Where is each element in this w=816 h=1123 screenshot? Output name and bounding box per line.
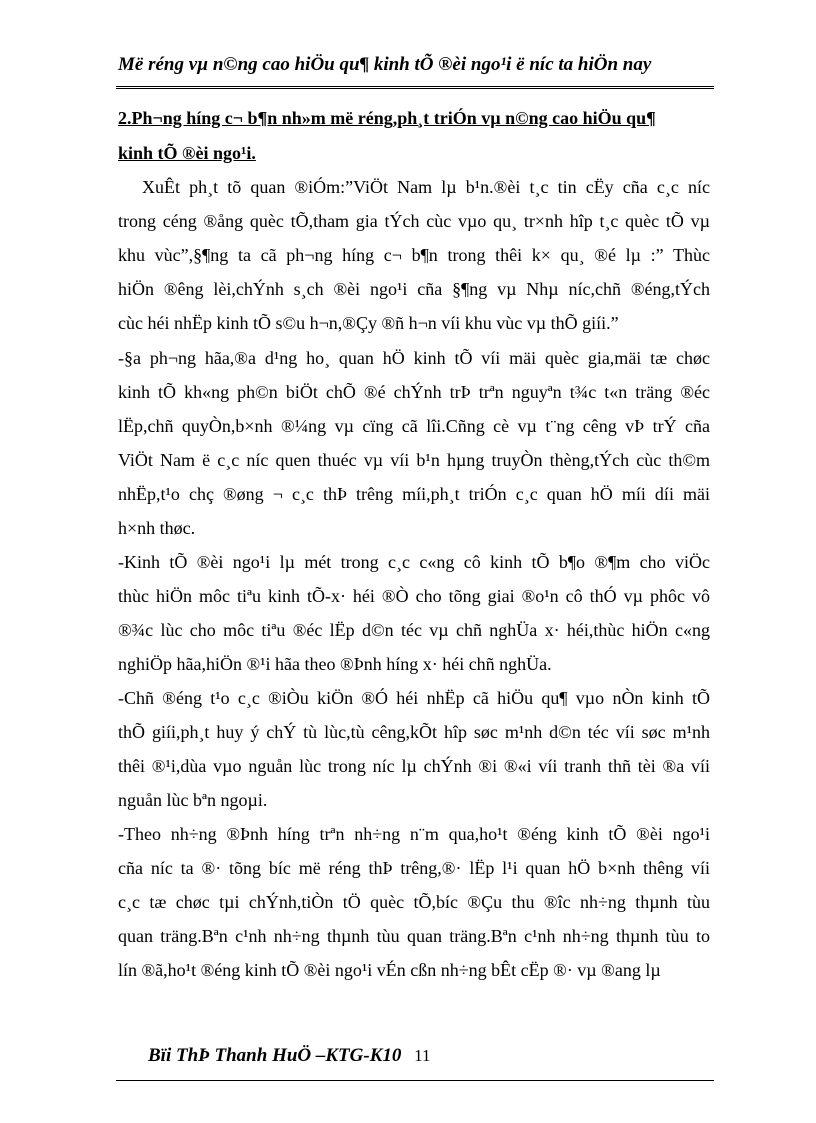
text-line: hiÖn ®êng lèi,chÝnh s¸ch ®èi ngo¹i cña §¶ng vµ Nhµ níc,chñ ®éng,tÝch xyxy=(118,279,710,299)
paragraph-diversify xyxy=(118,341,710,545)
text-line: thÕ giíi,ph¸t huy ý chÝ tù lùc,tù cêng,kÕt hîp søc m¹nh d©n téc víi søc m¹nh xyxy=(118,722,710,742)
header-divider xyxy=(116,86,714,89)
footer-author: Bïi ThÞ Thanh HuÖ –KTG-K10 xyxy=(148,1045,402,1066)
header-title: Më réng vµ n©ng cao hiÖu qu¶ kinh tÕ ®èi ngo¹i ë níc ta hiÖn nay xyxy=(118,54,652,75)
text-line: khu vùc”,§¶ng ta cã ph¬ng híng c¬ b¶n trong thêi k× qu¸ ®é lµ :” Thùc xyxy=(118,245,710,265)
text-line: quan träng.Bªn c¹nh nh÷ng thµnh tùu quan träng.Bªn c¹nh nh÷ng thµnh tùu to xyxy=(118,926,710,946)
text-line: XuÊt ph¸t tõ quan ®iÓm:”ViÖt Nam lµ b¹n.®èi t¸c tin cËy cña c¸c níc xyxy=(142,177,710,197)
paragraph-achievements xyxy=(118,817,710,987)
text-line: nhËp,t¹o chç ®øng ¬ c¸c thÞ trêng míi,ph¸t triÓn c¸c quan hÖ míi díi mäi xyxy=(118,484,710,504)
text-line: -§a ph¬ng hãa,®a d¹ng ho¸ quan hÖ kinh tÕ víi mäi quèc gia,mäi tæ chøc xyxy=(118,348,710,368)
page-footer xyxy=(148,1045,431,1067)
text-line: -Theo nh÷ng ®Þnh híng trªn nh÷ng n¨m qua,ho¹t ®éng kinh tÕ ®èi ngo¹i xyxy=(118,824,710,844)
heading-line: 2.Ph¬ng híng c¬ b¶n nh»m më réng,ph¸t triÓn vµ n©ng cao hiÖu qu¶ xyxy=(118,108,656,128)
text-line: trong céng ®ång quèc tÕ,tham gia tÝch cùc vµo qu¸ tr×nh hîp t¸c quèc tÕ vµ xyxy=(118,211,710,231)
text-line: thêi ®¹i,dùa vµo nguån lùc trong níc lµ chÝnh ®i ®«i víi tranh thñ tèi ®a víi xyxy=(118,756,710,776)
page-number: 11 xyxy=(414,1046,431,1065)
text-line: kinh tÕ kh«ng ph©n biÖt chÕ ®é chÝnh trÞ trªn nguyªn t¾c t«n träng ®éc xyxy=(118,382,710,402)
text-line: lín ®ã,ho¹t ®éng kinh tÕ ®èi ngo¹i vÉn cßn nh÷ng bÊt cËp ®· vµ ®ang lµ xyxy=(118,960,661,980)
text-line: nghiÖp hãa,hiÖn ®¹i hãa theo ®Þnh híng x· héi chñ nghÜa. xyxy=(118,654,552,674)
text-line: c¸c tæ chøc tµi chÝnh,tiÒn tÖ quèc tÕ,bíc ®Çu thu ®îc nh÷ng thµnh tùu xyxy=(118,892,710,912)
paragraph-economic-tool xyxy=(118,545,710,681)
text-line: cùc héi nhËp kinh tÕ s©u h¬n,®Çy ®ñ h¬n víi khu vùc vµ thÕ giíi.” xyxy=(118,313,619,333)
text-line: thùc hiÖn môc tiªu kinh tÕ-x· héi ®Ò cho tõng giai ®o¹n cô thÓ vµ phôc vô xyxy=(118,586,710,606)
footer-divider xyxy=(116,1080,714,1081)
section-heading xyxy=(118,101,716,171)
paragraph-integration xyxy=(118,681,710,817)
text-line: cña níc ta ®· tõng bíc më réng thÞ trêng,®· lËp l¹i quan hÖ b×nh thêng víi xyxy=(118,858,710,878)
heading-line: kinh tÕ ®èi ngo¹i. xyxy=(118,143,256,163)
text-line: h×nh thøc. xyxy=(118,518,196,538)
text-line: -Kinh tÕ ®èi ngo¹i lµ mét trong c¸c c«ng cô kinh tÕ b¶o ®¶m cho viÖc xyxy=(118,552,710,572)
text-line: lËp,chñ quyÒn,b×nh ®¼ng vµ cïng cã lîi.Cñng cè vµ t¨ng cêng vÞ trÝ cña xyxy=(118,416,710,436)
text-line: nguån lùc bªn ngoµi. xyxy=(118,790,268,810)
text-line: -Chñ ®éng t¹o c¸c ®iÒu kiÖn ®Ó héi nhËp cã hiÖu qu¶ vµo nÒn kinh tÕ xyxy=(118,688,710,708)
text-line: ®¾c lùc cho môc tiªu ®éc lËp d©n téc vµ chñ nghÜa x· héi,thùc hiÖn c«ng xyxy=(118,620,710,640)
text-line: ViÖt Nam ë c¸c níc quen thuéc vµ víi b¹n hµng truyÒn thèng,tÝch cùc th©m xyxy=(118,450,710,470)
paragraph-intro xyxy=(118,170,710,340)
